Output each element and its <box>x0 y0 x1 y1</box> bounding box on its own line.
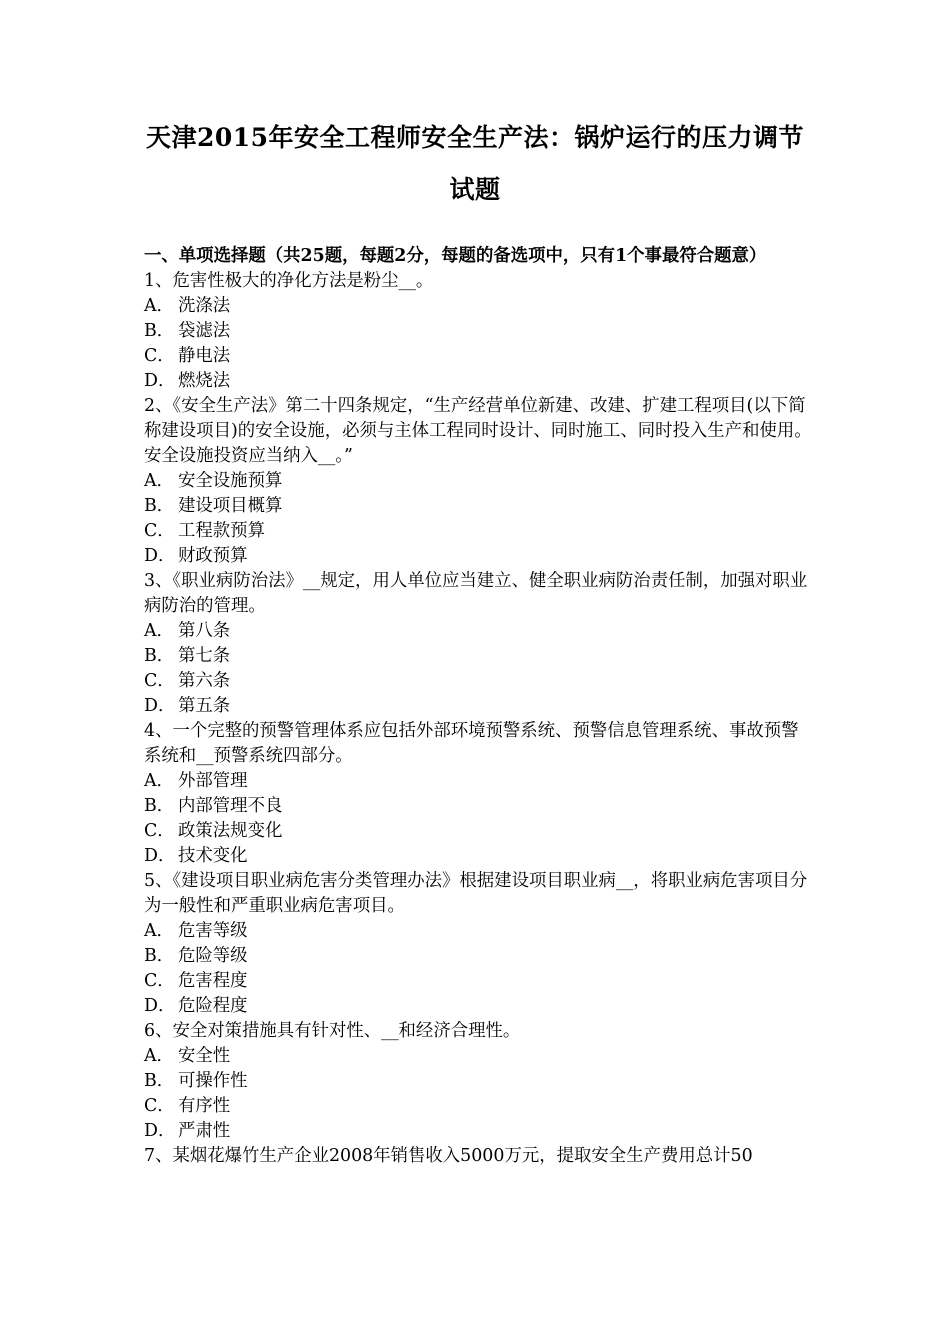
question-list <box>144 269 812 1169</box>
answer-option <box>144 1069 812 1094</box>
question-text: 3、《职业病防治法》__规定，用人单位应当建立、健全职业病防治责任制，加强对职业病防治的管理。 <box>144 571 808 616</box>
option-text: 安全性 <box>178 1046 231 1066</box>
title-line-2: 试题 <box>449 175 501 204</box>
answer-option <box>144 994 812 1019</box>
question-text: 7、某烟花爆竹生产企业2008年销售收入5000万元，提取安全生产费用总计50 <box>144 1146 753 1166</box>
option-text: 第六条 <box>178 671 231 691</box>
question-text: 4、一个完整的预警管理体系应包括外部环境预警系统、预警信息管理系统、事故预警系统和__预警系统四部分。 <box>144 721 799 766</box>
option-letter: C． <box>144 671 175 691</box>
option-text: 严肃性 <box>178 1121 231 1141</box>
option-text: 外部管理 <box>178 771 248 791</box>
option-letter: A． <box>144 921 174 941</box>
option-text: 有序性 <box>178 1096 231 1116</box>
option-text: 袋滤法 <box>178 321 231 341</box>
option-text: 危险程度 <box>178 996 248 1016</box>
section-heading: 一、单项选择题（共25题，每题2分，每题的备选项中，只有1个事最符合题意） <box>144 246 767 266</box>
option-letter: D． <box>144 996 176 1016</box>
answer-option <box>144 319 812 344</box>
answer-option <box>144 694 812 719</box>
answer-option <box>144 344 812 369</box>
option-text: 燃烧法 <box>178 371 231 391</box>
answer-option <box>144 294 812 319</box>
option-text: 危害等级 <box>178 921 248 941</box>
option-text: 工程款预算 <box>178 521 265 541</box>
option-letter: B． <box>144 321 175 341</box>
option-letter: C． <box>144 821 175 841</box>
answer-option <box>144 1094 812 1119</box>
option-letter: A． <box>144 771 174 791</box>
option-text: 可操作性 <box>178 1071 248 1091</box>
option-text: 第七条 <box>178 646 231 666</box>
answer-option <box>144 1119 812 1144</box>
option-letter: C． <box>144 346 175 366</box>
question-text: 1、危害性极大的净化方法是粉尘__。 <box>144 271 434 291</box>
answer-option <box>144 969 812 994</box>
option-letter: B． <box>144 946 175 966</box>
answer-option <box>144 669 812 694</box>
option-text: 洗涤法 <box>178 296 231 316</box>
option-letter: D． <box>144 371 176 391</box>
option-text: 财政预算 <box>178 546 248 566</box>
answer-option <box>144 544 812 569</box>
question-text: 2、《安全生产法》第二十四条规定，“生产经营单位新建、改建、扩建工程项目(以下简称建设项目)的安全设施，必须与主体工程同时设计、同时施工、同时投入生产和使用。安全设施投资应当纳入__。” <box>144 396 812 466</box>
option-letter: A． <box>144 621 174 641</box>
option-text: 内部管理不良 <box>178 796 283 816</box>
option-text: 政策法规变化 <box>178 821 283 841</box>
option-text: 第五条 <box>178 696 231 716</box>
answer-option <box>144 644 812 669</box>
answer-option <box>144 844 812 869</box>
option-text: 危险等级 <box>178 946 248 966</box>
answer-option <box>144 1044 812 1069</box>
title-line-1: 天津2015年安全工程师安全生产法：锅炉运行的压力调节 <box>145 123 805 152</box>
document-body <box>144 244 812 1169</box>
question-text: 5、《建设项目职业病危害分类管理办法》根据建设项目职业病__，将职业病危害项目分为一般性和严重职业病危害项目。 <box>144 871 808 916</box>
question-text: 6、安全对策措施具有针对性、__和经济合理性。 <box>144 1021 521 1041</box>
answer-option <box>144 469 812 494</box>
answer-option <box>144 769 812 794</box>
option-letter: B． <box>144 496 175 516</box>
option-text: 静电法 <box>178 346 231 366</box>
option-letter: D． <box>144 1121 176 1141</box>
answer-option <box>144 369 812 394</box>
answer-option <box>144 794 812 819</box>
option-letter: A． <box>144 1046 174 1066</box>
answer-option <box>144 944 812 969</box>
option-text: 建设项目概算 <box>178 496 283 516</box>
option-letter: B． <box>144 796 175 816</box>
option-text: 危害程度 <box>178 971 248 991</box>
option-letter: D． <box>144 696 176 716</box>
answer-option <box>144 619 812 644</box>
option-letter: D． <box>144 846 176 866</box>
option-letter: B． <box>144 1071 175 1091</box>
option-letter: C． <box>144 521 175 541</box>
option-text: 技术变化 <box>178 846 248 866</box>
option-letter: A． <box>144 296 174 316</box>
option-letter: C． <box>144 971 175 991</box>
option-text: 第八条 <box>178 621 231 641</box>
option-letter: C． <box>144 1096 175 1116</box>
answer-option <box>144 819 812 844</box>
option-letter: B． <box>144 646 175 666</box>
answer-option <box>144 919 812 944</box>
answer-option <box>144 519 812 544</box>
answer-option <box>144 494 812 519</box>
option-letter: D． <box>144 546 176 566</box>
option-text: 安全设施预算 <box>178 471 283 491</box>
document-title <box>120 112 830 216</box>
option-letter: A． <box>144 471 174 491</box>
